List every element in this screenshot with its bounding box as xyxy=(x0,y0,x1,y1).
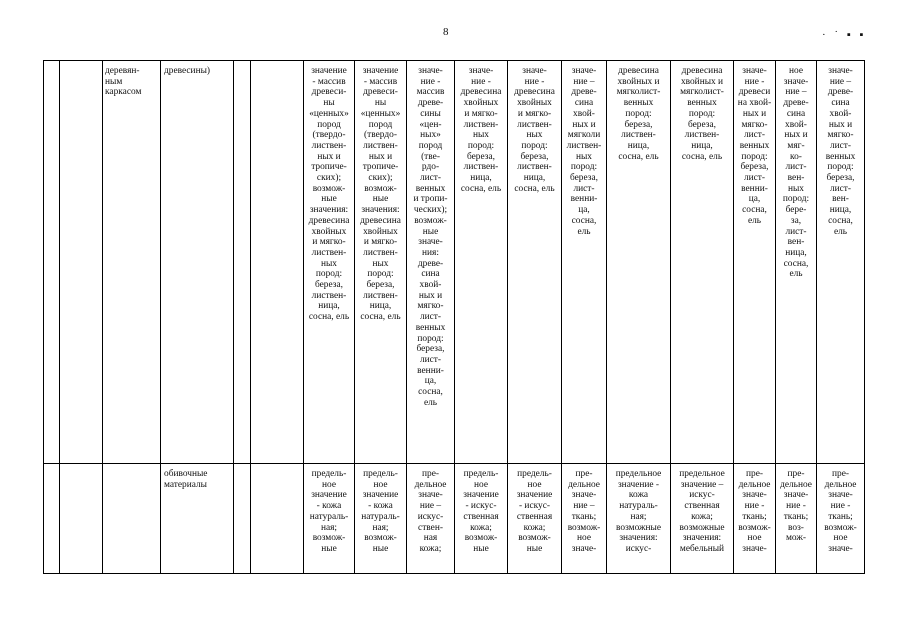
row1-value-cell: значе- ние - древесина хвойных и мягко- листвен- ных пород: береза, листвен- ница, сосна, ель xyxy=(460,66,502,194)
row2-value-cell: пре- дельное значе- ние – искус- ствен- ная кожа; xyxy=(414,469,447,554)
table-border-bottom xyxy=(43,573,865,574)
row1-value-cell: древесина хвойных и мягколист- венных пород: береза, листвен- ница, сосна, ель xyxy=(680,66,724,162)
table-border-right xyxy=(864,60,865,574)
corner-marks: · ˙ ▪ ▪ xyxy=(822,29,867,41)
row1-value-cell: значе- ние - древесина хвойных и мягко- листвен- ных пород: береза, листвен- ница, сосна, ель xyxy=(514,66,555,194)
table-border-left xyxy=(43,60,44,574)
row2-value-cell: пре- дельное значе- ние - ткань; воз- мож- xyxy=(780,469,812,544)
row1-value-cell: значе- ние – древе- сина хвой- ных и мягко- лист- венных пород: береза, лист- вен- ница, сосна, ель xyxy=(825,66,856,237)
row2-value-cell: пре- дельное значе- ние – ткань; возмож- ное значе- xyxy=(567,469,601,554)
page-number: 8 xyxy=(443,26,449,38)
row1-value-cell: значе- ние - древеси на хвой- ных и мягко- лист- венных пород: береза, лист- венни- ца, сосна, ель xyxy=(737,66,772,226)
row2-value-cell: предель- ное значение - искус- ственная кожа; возмож- ные xyxy=(516,469,553,554)
requirements-table xyxy=(43,60,865,574)
row1-item-cell: деревян- ным каркасом xyxy=(105,66,142,98)
row2-value-cell: пре- дельное значе- ние - ткань; возмож- ное значе- xyxy=(738,469,771,554)
row2-name-cell: обивочные материалы xyxy=(164,469,208,490)
column-divider xyxy=(160,60,161,574)
row-divider xyxy=(43,463,865,464)
row1-value-cell: значе- ние – древе- сина хвой- ных и мягколи листвен- ных пород: береза, лист- венни- ца, сосна, ель xyxy=(566,66,602,237)
row1-value-cell: древесина хвойных и мягколист- венных пород: береза, листвен- ница, сосна, ель xyxy=(616,66,661,162)
row2-value-cell: предельное значение – искус- ственная кожа; возможные значения: мебельный xyxy=(679,469,725,554)
row2-value-cell: предель- ное значение - искус- ственная кожа; возмож- ные xyxy=(463,469,499,554)
row1-value-cell: значение - массив древеси- ны «ценных» пород (твердо- листвен- ных и тропиче- ских); возмож- ные значения: древесина хвойных и мягко- листвен- ных пород: береза, листвен- ница, сосна, ель xyxy=(360,66,401,323)
column-divider xyxy=(102,60,103,574)
row2-value-cell: предель- ное значение - кожа натураль- ная; возмож- ные xyxy=(361,469,400,554)
row2-value-cell: пре- дельное значе- ние - ткань; возмож- ное значе- xyxy=(824,469,857,554)
table-border-top xyxy=(43,60,865,61)
row2-value-cell: предель- ное значение - кожа натураль- ная; возмож- ные xyxy=(309,469,349,554)
row2-value-cell: предельное значение - кожа натураль- ная; возможные значения: искус- xyxy=(615,469,662,554)
row1-value-cell: значе- ние - массив древе- сины «цен- ных» пород (тве- рдо- лист- венных и тропи- ческих); возмож- ные значе- ния: древе- сина хвой- ных и мягко- лист- венных пород: береза, лист- венни- ца, сосна, ель xyxy=(413,66,448,408)
row1-value-cell: значение - массив древеси- ны «ценных» пород (твердо- листвен- ных и тропиче- ских); возмож- ные значения: древесина хвойных и мягко- листвен- ных пород: береза, листвен- ница, сосна, ель xyxy=(308,66,350,323)
row1-name-cell: древесины) xyxy=(164,66,211,76)
column-divider xyxy=(59,60,60,574)
row1-value-cell: ное значе- ние – древе- сина хвой- ных и мяг- ко- лист- вен- ных пород: бере- за, лист- вен- ница, сосна, ель xyxy=(782,66,810,280)
column-divider xyxy=(233,60,234,574)
column-divider xyxy=(250,60,251,574)
